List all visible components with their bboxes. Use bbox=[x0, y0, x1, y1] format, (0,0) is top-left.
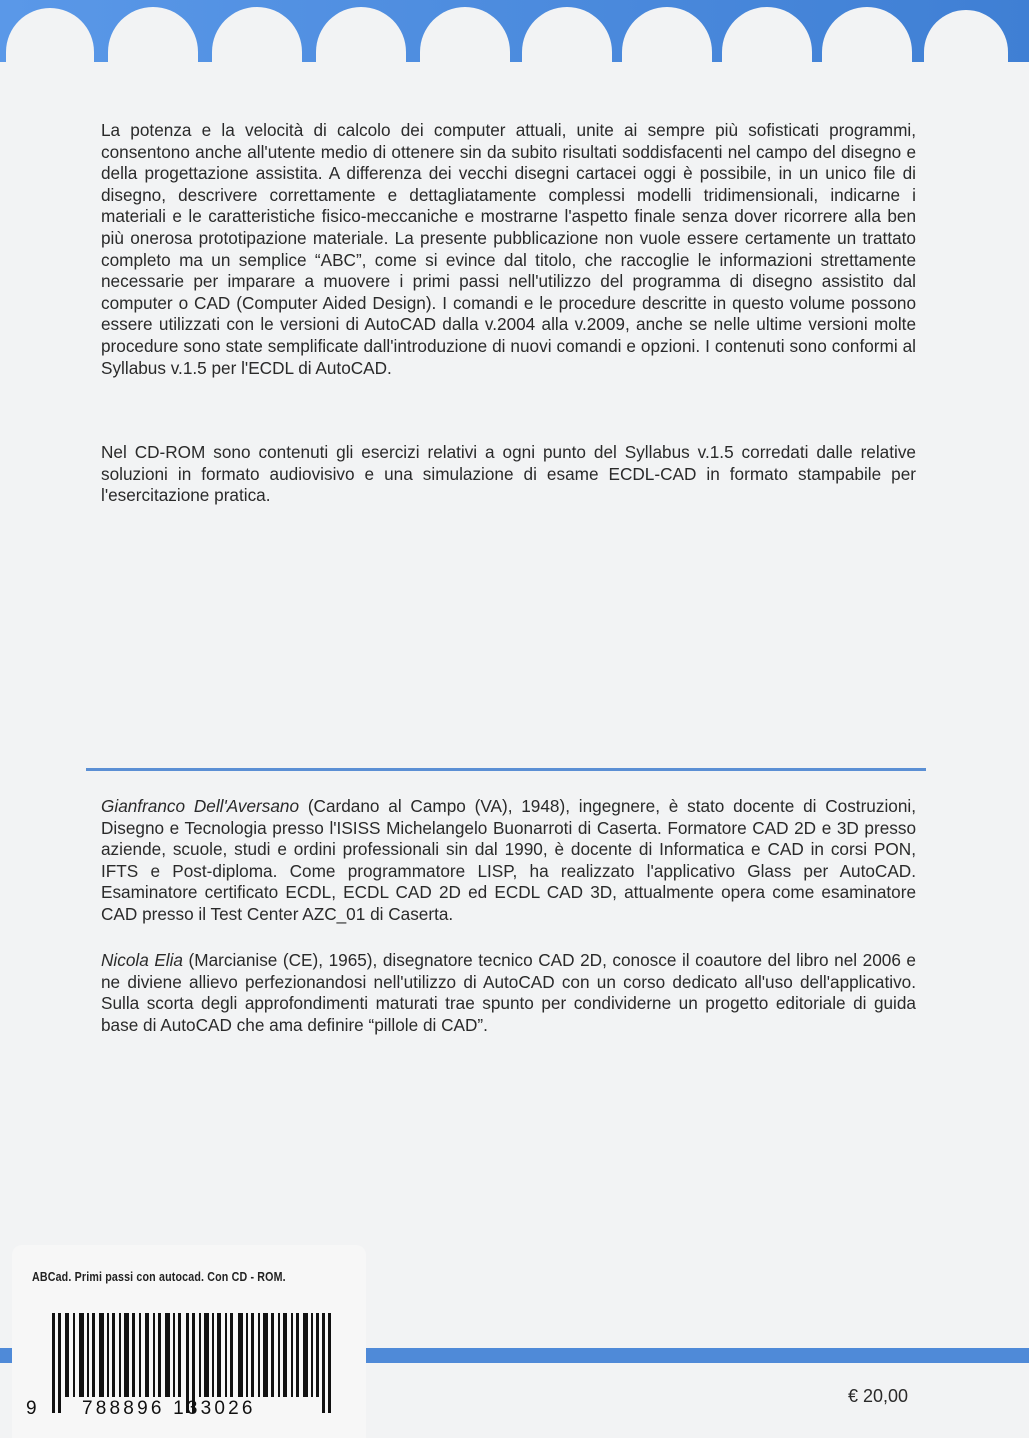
barcode-sticker bbox=[12, 1245, 366, 1438]
intro-paragraph-2: Nel CD-ROM sono contenuti gli esercizi relativi a ogni punto del Syllabus v.1.5 corredati dalle relative soluzioni in formato audiovisivo e una simulazione di esame ECDL-CAD in formato stampabile per l'esercitazione pratica. bbox=[101, 442, 916, 506]
scalloped-top-border bbox=[0, 0, 1029, 62]
intro-paragraph-1: La potenza e la velocità di calcolo dei computer attuali, unite ai sempre più sofisticati programmi, consentono anche all'utente medio di ottenere sin da subito risultati soddisfacenti nel campo del disegno e della progettazione assistita. A differenza dei vecchi disegni cartacei oggi è possibile, in un unico file di disegno, descrivere correttamente e dettagliatamente complessi modelli tridimensionali, indicarne i materiali e le caratteristiche fisico-meccaniche e mostrarne l'aspetto finale senza dover ricorrere alla ben più onerosa prototipazione materiale. La presente pubblicazione non vuole essere certamente un trattato completo ma un semplice “ABC”, come si evince dal titolo, che raccoglie le informazioni strettamente necessarie per imparare a muovere i primi passi nell'utilizzo del programma di disegno assistito dal computer o CAD (Computer Aided Design). I comandi e le procedure descritte in questo volume possono essere utilizzati con le versioni di AutoCAD dalla v.2004 alla v.2009, anche se nelle ultime versioni molte procedure sono state semplificate dall'introduzione di nuovi comandi e opzioni. I contenuti sono conformi al Syllabus v.1.5 per l'ECDL di AutoCAD. bbox=[101, 120, 916, 378]
isbn-digits: 788896 133026 bbox=[82, 1398, 256, 1419]
barcode-title: ABCad. Primi passi con autocad. Con CD - ROM. bbox=[32, 1269, 286, 1284]
author-bio-text: (Cardano al Campo (VA), 1948), ingegnere, è stato docente di Costruzioni, Disegno e Tecnologia presso l'ISISS Michelangelo Buonarroti di Caserta. Formatore CAD 2D e 3D presso aziende, scuole, studi e ordini professionali sin dal 1990, è docente di Informatica e CAD in corsi PON, IFTS e Post-diploma. Come programmatore LISP, ha realizzato l'applicativo Glass per AutoCAD. Esaminatore certificato ECDL, ECDL CAD 2D ed ECDL CAD 3D, attualmente opera come esaminatore CAD presso il Test Center AZC_01 di Caserta. bbox=[101, 796, 916, 924]
section-divider bbox=[86, 768, 926, 771]
author-name: Gianfranco Dell'Aversano bbox=[101, 796, 300, 816]
price-label: € 20,00 bbox=[848, 1386, 909, 1406]
bottom-stripe-left bbox=[0, 1348, 12, 1363]
isbn-first-digit: 9 bbox=[26, 1398, 37, 1419]
author-bio-2 bbox=[101, 950, 916, 1036]
author-bio-1 bbox=[101, 796, 916, 926]
bottom-stripe-right bbox=[366, 1348, 1029, 1363]
author-bio-text: (Marcianise (CE), 1965), disegnatore tecnico CAD 2D, conosce il coautore del libro nel 2006 e ne diviene allievo perfezionandosi nell'utilizzo di AutoCAD con un corso dedicato all'uso dell'applicativo. Sulla scorta degli approfondimenti maturati trae spunto per condividerne un progetto editoriale di guida base di AutoCAD che ama definire “pillole di CAD”. bbox=[101, 950, 916, 1035]
author-name: Nicola Elia bbox=[101, 950, 183, 970]
